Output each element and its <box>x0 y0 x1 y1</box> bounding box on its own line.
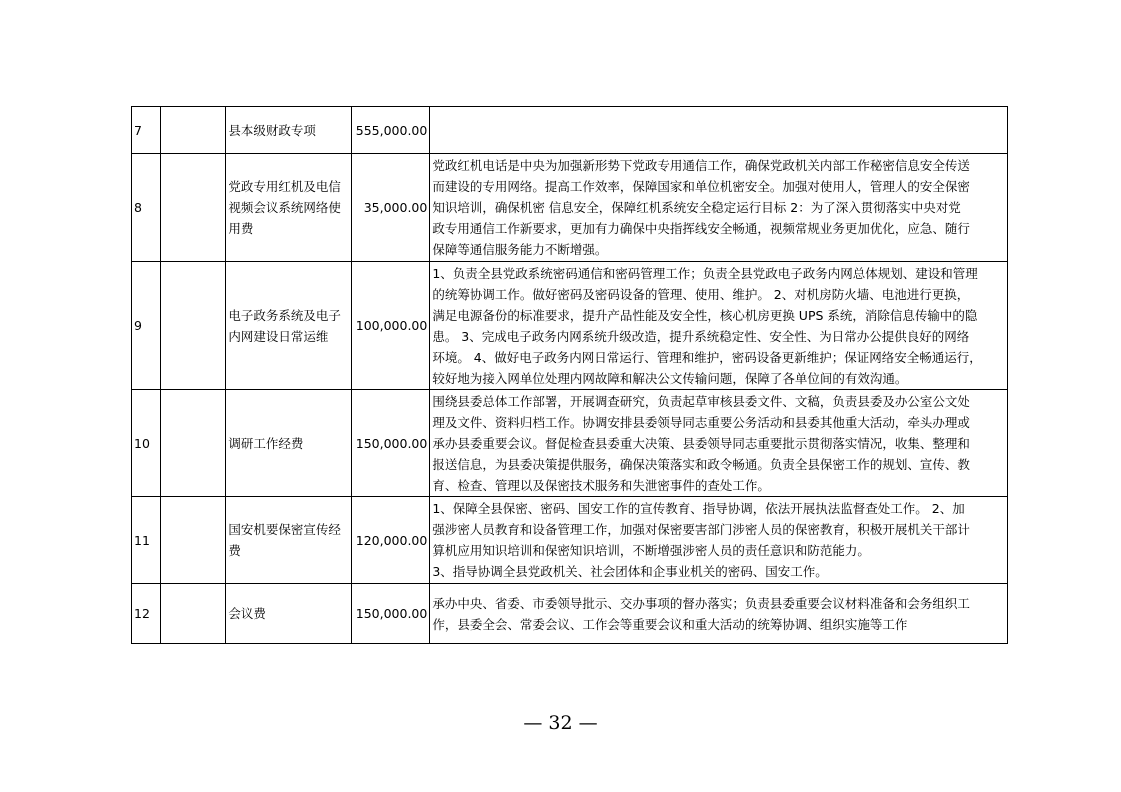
row-number: 12 <box>132 584 161 644</box>
item-description <box>430 390 1008 497</box>
item-name: 国安机要保密宣传经费 <box>226 497 352 584</box>
table-row <box>132 584 1008 644</box>
description-line: 3、指导协调全县党政机关、社会团体和企事业机关的密码、国安工作。 <box>432 564 828 579</box>
description-line: 1、保障全县保密、密码、国安工作的宣传教育、指导协调，依法开展执法监督查处工作。 2、加 <box>432 501 965 516</box>
description-line: 满足电源备份的标准要求，提升产品性能及安全性，核心机房更换 UPS 系统，消除信息传输中的隐 <box>432 307 978 323</box>
description-line: 育、检查、管理以及保密技术服务和失泄密事件的查处工作。 <box>432 477 770 493</box>
item-name: 电子政务系统及电子内网建设日常运维 <box>226 262 352 390</box>
item-amount: 100,000.00 <box>351 262 429 390</box>
row-number: 9 <box>132 262 161 390</box>
budget-table <box>131 106 1008 644</box>
description-line: 患。 3、完成电子政务内网系统升级改造，提升系统稳定性、安全性、为日常办公提供良好的网络 <box>432 328 970 344</box>
description-line: 算机应用知识培训和保密知识培训，不断增强涉密人员的责任意识和防范能力。 <box>432 543 870 558</box>
row-number: 8 <box>132 154 161 262</box>
item-amount: 35,000.00 <box>351 154 429 262</box>
row-number: 11 <box>132 497 161 584</box>
table-row <box>132 262 1008 390</box>
description-line: 报送信息，为县委决策提供服务，确保决策落实和政令畅通。负责全县保密工作的规划、宣传、教 <box>432 456 970 472</box>
item-amount: 120,000.00 <box>351 497 429 584</box>
blank-cell <box>161 107 226 154</box>
table-row <box>132 390 1008 497</box>
description-line: 承办中央、省委、市委领导批示、交办事项的督办落实；负责县委重要会议材料准备和会务组织工 <box>432 595 970 611</box>
description-line: 1、负责全县党政系统密码通信和密码管理工作；负责全县党政电子政务内网总体规划、建设和管理 <box>432 265 978 281</box>
row-number: 10 <box>132 390 161 497</box>
item-description <box>430 262 1008 390</box>
blank-cell <box>161 497 226 584</box>
item-description <box>430 497 1008 584</box>
item-description <box>430 584 1008 644</box>
item-name: 调研工作经费 <box>226 390 352 497</box>
row-number: 7 <box>132 107 161 154</box>
item-amount: 150,000.00 <box>351 584 429 644</box>
description-line: 而建设的专用网络。提高工作效率，保障国家和单位机密安全。加强对使用人，管理人的安全保密 <box>432 179 970 194</box>
item-name: 党政专用红机及电信视频会议系统网络使用费 <box>226 154 352 262</box>
item-name: 会议费 <box>226 584 352 644</box>
description-line: 环境。 4、做好电子政务内网日常运行、管理和维护，密码设备更新维护；保证网络安全畅通运行， <box>432 349 982 365</box>
page-number: — 32 — <box>523 712 598 734</box>
item-description <box>430 107 1008 154</box>
description-line: 的统筹协调工作。做好密码及密码设备的管理、使用、维护。 2、对机房防火墙、电池进行更换， <box>432 286 970 302</box>
description-line: 党政红机电话是中央为加强新形势下党政专用通信工作，确保党政机关内部工作秘密信息安全传送 <box>432 158 970 173</box>
blank-cell <box>161 154 226 262</box>
description-line: 较好地为接入网单位处理内网故障和解决公文传输问题，保障了各单位间的有效沟通。 <box>432 370 908 386</box>
description-line: 作，县委全会、常委会议、工作会等重要会议和重大活动的统筹协调、组织实施等工作 <box>432 616 908 632</box>
description-line: 政专用通信工作新要求，更加有力确保中央指挥线安全畅通，视频常规业务更加优化，应急、随行 <box>432 221 970 236</box>
table-row <box>132 497 1008 584</box>
item-description <box>430 154 1008 262</box>
item-name: 县本级财政专项 <box>226 107 352 154</box>
description-line: 理及文件、资料归档工作。协调安排县委领导同志重要公务活动和县委其他重大活动，牵头办理或 <box>432 414 970 430</box>
description-line: 保障等通信服务能力不断增强。 <box>432 242 608 257</box>
description-line: 围绕县委总体工作部署，开展调查研究，负责起草审核县委文件、文稿，负责县委及办公室公文处 <box>432 393 970 409</box>
item-amount: 150,000.00 <box>351 390 429 497</box>
table-row <box>132 107 1008 154</box>
blank-cell <box>161 584 226 644</box>
blank-cell <box>161 390 226 497</box>
description-line: 强涉密人员教育和设备管理工作，加强对保密要害部门涉密人员的保密教育，积极开展机关干部计 <box>432 522 970 537</box>
table-row <box>132 154 1008 262</box>
blank-cell <box>161 262 226 390</box>
description-line: 知识培训，确保机密 信息安全，保障红机系统安全稳定运行目标 2：为了深入贯彻落实中央对党 <box>432 200 961 215</box>
description-line: 承办县委重要会议。督促检查县委重大决策、县委领导同志重要批示贯彻落实情况，收集、整理和 <box>432 435 970 451</box>
item-amount: 555,000.00 <box>351 107 429 154</box>
